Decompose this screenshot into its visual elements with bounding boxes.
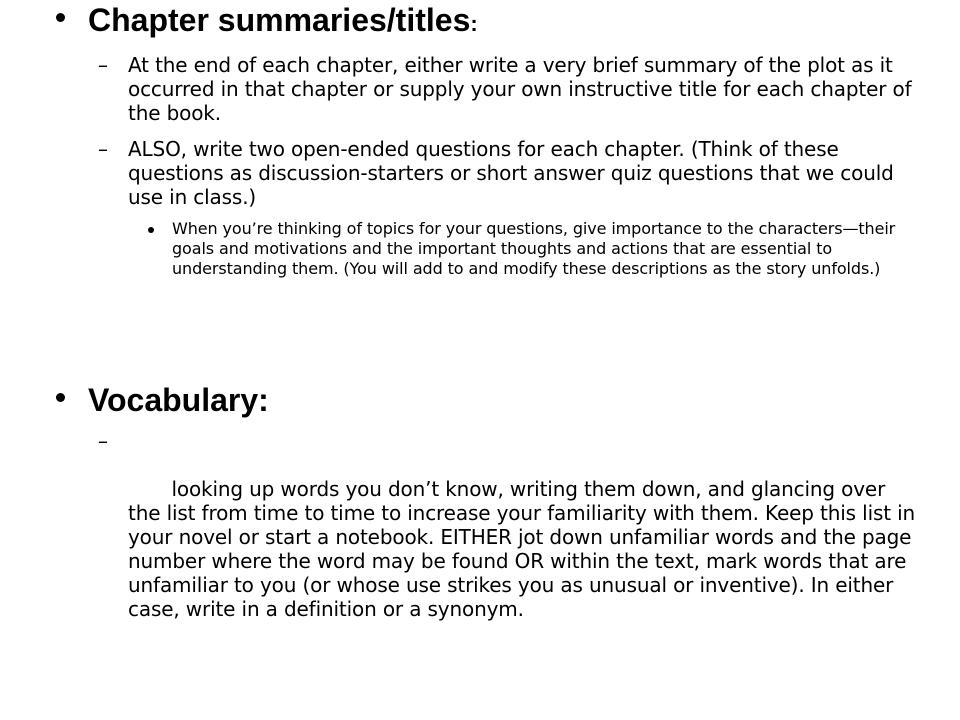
chapter-section [0,0,960,279]
chapter-heading-colon: : [470,11,478,36]
chapter-item-summary-text: At the end of each chapter, either write a very brief summary of the plot as it occurred in that chapter or supply your own instructive title for each chapter of the book. [128,53,912,125]
bullet-icon [148,227,154,233]
chapter-item-summary [0,53,960,125]
dash-icon: – [98,429,108,453]
chapter-subitem-topics-text: When you’re thinking of topics for your questions, give importance to the characters—their goals and motivations and the important thoughts and actions that are essential to understanding them. (You will add to and modify these descriptions as the story unfolds.) [172,219,896,278]
chapter-heading [88,2,478,38]
vocabulary-section [0,380,960,645]
bullet-icon [56,13,65,22]
dash-icon: – [98,53,108,77]
chapter-item-questions-text: ALSO, write two open-ended questions for each chapter. (Think of these questions as discussion-starters or short answer quiz questions that we could use in class.) [128,137,894,209]
vocabulary-item [0,429,960,645]
chapter-heading-main: Chapter summaries/titles [88,2,471,38]
vocabulary-item-text: looking up words you don’t know, writing them down, and glancing over the list from time to time to increase your familiarity with them. Keep this list in your novel or start a notebook. EITHER jot down unfamiliar words and the page number where the word may be found OR within the text, mark words that are unfamiliar to you (or whose use strikes you as unusual or inventive). In either case, write in a definition or a synonym. [128,477,922,621]
chapter-heading-row [0,0,960,44]
chapter-item-questions [0,137,960,209]
chapter-subitem-topics [0,219,960,279]
vocabulary-heading-row [0,380,960,424]
vocabulary-heading: Vocabulary: [88,382,269,418]
dash-icon: – [98,137,108,161]
bullet-icon [56,393,65,402]
